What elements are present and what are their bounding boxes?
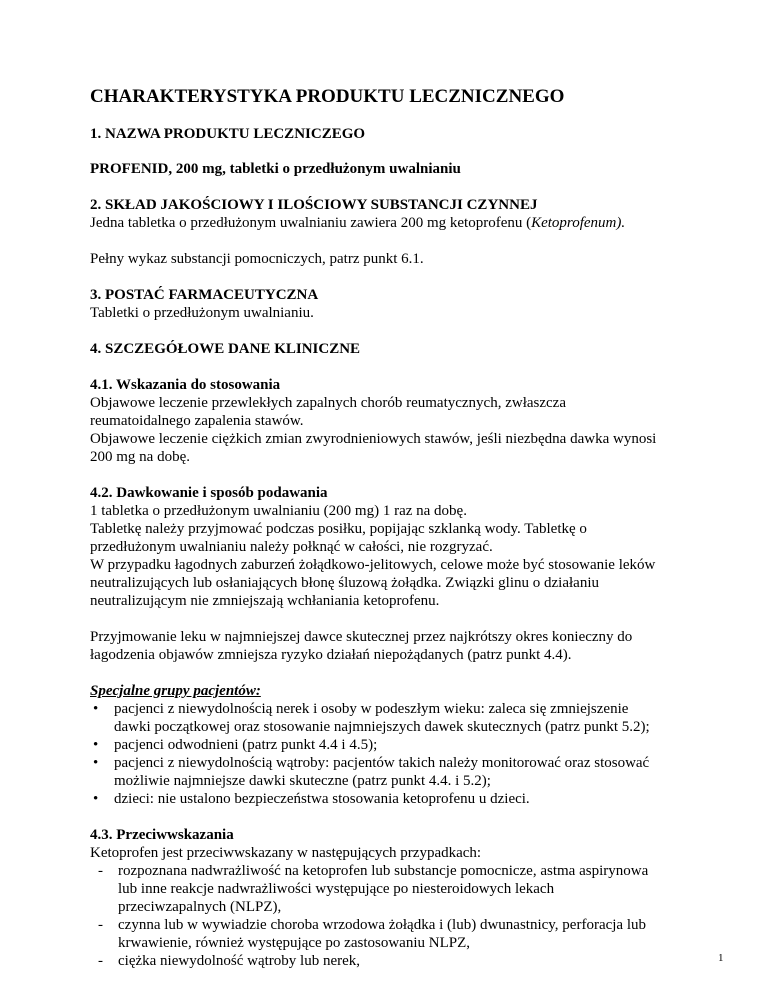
- page-number: 1: [718, 952, 724, 964]
- section-1-heading: 1. NAZWA PRODUKTU LECZNICZEGO: [90, 126, 366, 142]
- composition-text-main: Jedna tabletka o przedłużonym uwalnianiu zawiera 200 mg ketoprofenu (: [90, 215, 532, 231]
- section-2-heading: 2. SKŁAD JAKOŚCIOWY I ILOŚCIOWY SUBSTANCJI CZYNNEJ: [90, 197, 538, 213]
- special-groups-list: [90, 700, 730, 808]
- list-item: • dzieci: nie ustalono bezpieczeństwa stosowania ketoprofenu u dzieci.: [93, 791, 530, 807]
- indications-line: 200 mg na dobę.: [90, 449, 190, 465]
- section-4-2-heading: 4.2. Dawkowanie i sposób podawania: [90, 485, 328, 501]
- list-item: - czynna lub w wywiadzie choroba wrzodowa żołądka i (lub) dwunastnicy, perforacja lub krwawienie, również występujące po zastosowaniu NLPZ,: [98, 917, 646, 951]
- excipients-text: Pełny wykaz substancji pomocniczych, patrz punkt 6.1.: [90, 251, 424, 267]
- list-item: - ciężka niewydolność wątroby lub nerek,: [98, 953, 360, 969]
- list-item: - rozpoznana nadwrażliwość na ketoprofen lub substancje pomocnicze, astma aspirynowa lub inne reakcje nadwrażliwości występujące po niesteroidowych lekach przeciwzapalnych (NLPZ),: [98, 863, 649, 915]
- contraindications-list: [90, 862, 730, 970]
- bullet-icon: •: [93, 737, 99, 753]
- dosage-line: Przyjmowanie leku w najmniejszej dawce skutecznej przez najkrótszy okres konieczny do: [90, 629, 633, 645]
- section-3-heading: 3. POSTAĆ FARMACEUTYCZNA: [90, 287, 319, 303]
- dosage-line: 1 tabletka o przedłużonym uwalnianiu (200 mg) 1 raz na dobę.: [90, 503, 467, 519]
- indications-line: reumatoidalnego zapalenia stawów.: [90, 413, 304, 429]
- dosage-line: neutralizującym nie zmniejszają wchłaniania ketoprofenu.: [90, 593, 440, 609]
- composition-latin-name: Ketoprofenum).: [531, 215, 626, 231]
- contraindications-intro: Ketoprofen jest przeciwwskazany w następujących przypadkach:: [90, 845, 482, 861]
- section-4-3-heading: 4.3. Przeciwwskazania: [90, 827, 234, 843]
- dosage-line: W przypadku łagodnych zaburzeń żołądkowo-jelitowych, celowe może być stosowanie leków: [90, 557, 656, 573]
- special-groups-heading: Specjalne grupy pacjentów:: [90, 683, 261, 699]
- dash-marker: -: [98, 917, 103, 933]
- indications-line: Objawowe leczenie ciężkich zmian zwyrodnieniowych stawów, jeśli niezbędna dawka wynosi: [90, 431, 657, 447]
- indications-line: Objawowe leczenie przewlekłych zapalnych chorób reumatycznych, zwłaszcza: [90, 395, 567, 411]
- document-title: CHARAKTERYSTYKA PRODUKTU LECZNICZNEGO: [90, 86, 565, 107]
- document-body: [90, 86, 730, 970]
- list-item: • pacjenci odwodnieni (patrz punkt 4.4 i 4.5);: [93, 737, 378, 753]
- list-item: • pacjenci z niewydolnością nerek i osoby w podeszłym wieku: zaleca się zmniejszenie dawki początkowej oraz stosowanie najmniejszych dawek skutecznych (patrz punkt 5.2);: [93, 701, 650, 735]
- section-4-1-heading: 4.1. Wskazania do stosowania: [90, 377, 281, 393]
- composition-text: [90, 214, 730, 232]
- bullet-icon: •: [93, 701, 99, 717]
- bullet-icon: •: [93, 755, 99, 771]
- dosage-line: łagodzenia objawów zmniejsza ryzyko działań niepożądanych (patrz punkt 4.4).: [90, 647, 572, 663]
- bullet-icon: •: [93, 791, 99, 807]
- dosage-line: przedłużonym uwalnianiu należy połknąć w całości, nie rozgryzać.: [90, 539, 493, 555]
- dosage-line: neutralizujących lub osłaniających błonę śluzową żołądka. Związki glinu o działaniu: [90, 575, 599, 591]
- dash-marker: -: [98, 863, 103, 879]
- section-4-heading: 4. SZCZEGÓŁOWE DANE KLINICZNE: [90, 341, 361, 357]
- list-item: • pacjenci z niewydolnością wątroby: pacjentów takich należy monitorować oraz stosować możliwie najmniejsze dawki skuteczne (patrz punkt 4.4. i 5.2);: [93, 755, 650, 789]
- dosage-line: Tabletkę należy przyjmować podczas posiłku, popijając szklanką wody. Tabletkę o: [90, 521, 587, 537]
- pharmaceutical-form-text: Tabletki o przedłużonym uwalnianiu.: [90, 305, 314, 321]
- dash-marker: -: [98, 953, 103, 969]
- product-name: PROFENID, 200 mg, tabletki o przedłużonym uwalnianiu: [90, 161, 461, 177]
